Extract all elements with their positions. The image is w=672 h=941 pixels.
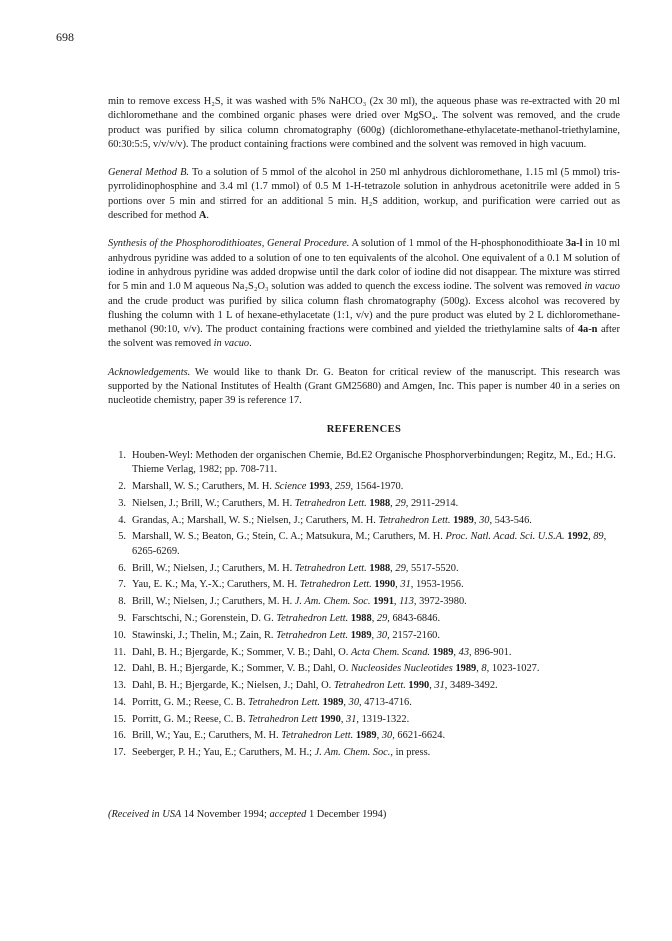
reference-volume: 8	[481, 663, 487, 675]
reference-number: 14.	[113, 696, 126, 708]
reference-item	[108, 449, 620, 478]
reference-authors: Dahl, B. H.; Bjergarde, K.; Nielsen, J.; Dahl, O.	[132, 680, 332, 692]
reference-journal: Tetrahedron Lett.	[276, 612, 349, 624]
reference-volume: 89	[593, 531, 604, 543]
reference-authors: Brill, W.; Nielsen, J.; Caruthers, M. H.	[132, 596, 293, 608]
reference-year: 1989	[432, 646, 454, 658]
reference-pages: 896-901.	[474, 646, 512, 658]
method-b-ref: A	[198, 210, 207, 222]
reference-authors: Farschtschi, N.; Gorenstein, D. G.	[132, 612, 274, 624]
reference-volume: 30	[348, 696, 360, 708]
reference-pages: 1953-1956.	[415, 579, 464, 591]
reference-number: 15.	[113, 713, 126, 725]
reference-number: 12.	[113, 663, 126, 675]
reference-volume: 30	[381, 730, 393, 742]
reference-authors: Porritt, G. M.; Reese, C. B.	[132, 696, 246, 708]
reference-item: 13. Dahl, B. H.; Bjergarde, K.; Nielsen, J.; Dahl, O. Tetrahedron Lett. 1990, 31, 3489-3492.	[108, 679, 620, 693]
main-text	[108, 95, 620, 763]
reference-authors: Porritt, G. M.; Reese, C. B.	[132, 713, 246, 725]
reference-volume: 259	[334, 481, 351, 493]
reference-journal: Nucleosides Nucleotides	[350, 663, 453, 675]
page-number: 698	[56, 30, 74, 44]
reference-year: 1988	[369, 562, 391, 574]
reference-pages: 6843-6846.	[392, 612, 441, 624]
reference-pages: 6621-6624.	[397, 730, 446, 742]
reference-number: 16.	[113, 730, 126, 742]
reference-year: 1988	[350, 612, 372, 624]
reference-pages: 1319-1322.	[361, 713, 410, 725]
reference-authors: Marshall, W. S.; Caruthers, M. H.	[132, 481, 272, 493]
reference-number: 8.	[118, 596, 126, 608]
reference-item: 3. Nielsen, J.; Brill, W.; Caruthers, M. H. Tetrahedron Lett. 1988, 29, 2911-2914.	[108, 497, 620, 511]
reference-authors: Dahl, B. H.; Bjergarde, K.; Sommer, V. B.; Dahl, O.	[132, 663, 349, 675]
reference-pages: 2911-2914.	[410, 497, 459, 509]
reference-authors: Nielsen, J.; Brill, W.; Caruthers, M. H.	[132, 497, 293, 509]
acknowledgements-title: Acknowledgements.	[108, 366, 191, 378]
reference-year: 1989	[350, 629, 372, 641]
reference-item: 17. Seeberger, P. H.; Yau, E.; Caruthers, M. H.; J. Am. Chem. Soc., in press.	[108, 746, 620, 760]
reference-journal: J. Am. Chem. Soc.	[294, 596, 371, 608]
reference-year: 1988	[369, 497, 391, 509]
reference-volume: 31	[346, 713, 357, 725]
reference-journal: Proc. Natl. Acad. Sci. U.S.A.	[445, 531, 565, 543]
reference-number: 7.	[118, 579, 126, 591]
reference-pages: 3489-3492.	[450, 680, 498, 692]
reference-journal: Tetrahedron Lett.	[299, 579, 372, 591]
reference-journal: Tetrahedron Lett.	[333, 680, 406, 692]
received-line: (Received in USA 14 November 1994; accepted 1 December 1994)	[108, 809, 387, 820]
reference-authors: Brill, W.; Nielsen, J.; Caruthers, M. H.	[132, 562, 293, 574]
reference-authors: Yau, E. K.; Ma, Y.-X.; Caruthers, M. H.	[132, 579, 298, 591]
compound-3a-l: 3a-l	[565, 238, 583, 250]
reference-pages: 543-546.	[494, 514, 532, 526]
reference-journal: Science	[274, 481, 307, 493]
reference-number: 4.	[118, 514, 126, 526]
reference-journal: Tetrahedron Lett.	[276, 629, 349, 641]
reference-item: 6. Brill, W.; Nielsen, J.; Caruthers, M. H. Tetrahedron Lett. 1988, 29, 5517-5520.	[108, 562, 620, 576]
reference-pages: in press.	[395, 747, 431, 759]
reference-authors: Houben-Weyl: Methoden der organischen Chemie, Bd.E2 Organische Phosphorverbindungen; Regitz, M., Ed.; H.G. Thieme Verlag, 1982; pp. 708-711.	[132, 449, 616, 476]
reference-pages: 2157-2160.	[392, 629, 440, 641]
method-b-text: To a solution of 5 mmol of the alcohol in 250 ml anhydrous dichloromethane, 1.15 ml (5 mmol) tris-pyrrolidinophosphine and 3.4 ml (1.7 mmol) of 0.5 M 1-H-tetrazole solution in anhydrous acetonitrile were added in 5 portions over 5 min and stirred for an additional 5 min. H₂S addition, workup, and purification were carried out as described for method	[108, 167, 620, 222]
reference-year: 1989	[322, 696, 344, 708]
reference-number: 6.	[118, 562, 126, 574]
reference-year: 1992	[567, 531, 589, 543]
reference-item: 16. Brill, W.; Yau, E.; Caruthers, M. H. Tetrahedron Lett. 1989, 30, 6621-6624.	[108, 729, 620, 743]
reference-number: 17.	[113, 747, 126, 759]
reference-volume: 31	[400, 579, 411, 591]
reference-authors: Brill, W.; Yau, E.; Caruthers, M. H.	[132, 730, 279, 742]
reference-journal: J. Am. Chem. Soc.	[314, 747, 391, 759]
compound-4a-n: 4a-n	[577, 324, 598, 336]
reference-item: 9. Farschtschi, N.; Gorenstein, D. G. Tetrahedron Lett. 1988, 29, 6843-6846.	[108, 612, 620, 626]
reference-journal: Tetrahedron Lett.	[294, 497, 367, 509]
reference-item: 8. Brill, W.; Nielsen, J.; Caruthers, M. H. J. Am. Chem. Soc. 1991, 113, 3972-3980.	[108, 595, 620, 609]
reference-item: 11. Dahl, B. H.; Bjergarde, K.; Sommer, V. B.; Dahl, O. Acta Chem. Scand. 1989, 43, 896-901.	[108, 646, 620, 660]
reference-volume: 30	[479, 514, 490, 526]
reference-year: 1991	[373, 596, 394, 608]
reference-journal: Acta Chem. Scand.	[350, 646, 431, 658]
reference-number: 9.	[118, 612, 126, 624]
reference-volume: 29	[395, 497, 406, 509]
reference-item: 7. Yau, E. K.; Ma, Y.-X.; Caruthers, M. H. Tetrahedron Lett. 1990, 31, 1953-1956.	[108, 578, 620, 592]
reference-journal: Tetrahedron Lett	[248, 713, 318, 725]
reference-number: 5.	[118, 531, 126, 543]
reference-number: 3.	[118, 497, 126, 509]
reference-year: 1993	[308, 481, 330, 493]
synthesis-paragraph: Synthesis of the Phosphorodithioates, General Procedure. A solution of 1 mmol of the H-phosphonodithioate 3a-l in 10 ml anhydrous pyridine was added to a solution of one to ten equivalents of the alcohol. One equivalent of a 0.1 M solution of iodine in anhydrous pyridine was added dropwise until the dark color of iodine did not disappear. The mixture was stirred for 5 min and 1.0 M aqueous Na₂S₂O₃ solution was added to quench the excess iodine. The solvent was removed in vacuo and the crude product was purified by silica column flash chromatography (500g). Excess alcohol was recovered by flushing the column with 1 L of hexane-ethylacetate (1:1, v/v) and the pure product was eluted by 2 L dichloromethane-methanol (90:10, v/v). The product containing fractions were combined and yielded the triethylamine salts of 4a-n after the solvent was removed in vacuo.	[108, 238, 620, 350]
reference-year: 1990	[320, 713, 341, 725]
reference-authors: Grandas, A.; Marshall, W. S.; Nielsen, J.; Caruthers, M. H.	[132, 514, 376, 526]
reference-authors: Seeberger, P. H.; Yau, E.; Caruthers, M. H.;	[132, 747, 313, 759]
reference-year: 1989	[355, 730, 377, 742]
method-b-title: General Method B.	[108, 167, 190, 179]
reference-volume: 30	[376, 629, 388, 641]
reference-pages: 4713-4716.	[364, 696, 412, 708]
method-b-paragraph: General Method B. To a solution of 5 mmol of the alcohol in 250 ml anhydrous dichloromethane, 1.15 ml (5 mmol) tris-pyrrolidinophosphine and 3.4 ml (1.7 mmol) of 0.5 M 1-H-tetrazole solution in anhydrous acetonitrile were added in 5 portions over 5 min and stirred for an additional 5 min. H₂S addition, workup, and purification were carried out as described for method A.	[108, 167, 620, 222]
reference-authors: Dahl, B. H.; Bjergarde, K.; Sommer, V. B.; Dahl, O.	[132, 646, 349, 658]
reference-number: 10.	[113, 629, 126, 641]
reference-item: 10. Stawinski, J.; Thelin, M.; Zain, R. Tetrahedron Lett. 1989, 30, 2157-2160.	[108, 629, 620, 643]
reference-pages: 5517-5520.	[410, 562, 459, 574]
reference-number: 13.	[113, 680, 126, 692]
intro-paragraph: min to remove excess H₂S, it was washed with 5% NaHCO₃ (2x 30 ml), the aqueous phase was re-extracted with 20 ml dichloromethane and the combined organic phases were dried over MgSO₄. The solvent was removed, and the crude product was purified by silica column chromatography (600g) (dichloromethane-ethylacetate-methanol-triethylamine, 60:30:5:5, v/v/v/v). The product containing fractions were combined and the solvent was removed in high vacuum.	[108, 96, 620, 150]
reference-journal: Tetrahedron Lett.	[281, 730, 354, 742]
reference-journal: Tetrahedron Lett.	[294, 562, 367, 574]
reference-item: 5. Marshall, W. S.; Beaton, G.; Stein, C. A.; Matsukura, M.; Caruthers, M. H. Proc. Natl. Acad. Sci. U.S.A. 1992, 89, 6265-6269.	[108, 530, 620, 559]
acknowledgements-paragraph: Acknowledgements. We would like to thank Dr. G. Beaton for critical review of the manuscript. This research was supported by the National Institutes of Health (Grant GM25680) and Amgen, Inc. This paper is number 40 in a series on nucleotide chemistry, paper 39 is reference 17.	[108, 366, 620, 407]
reference-pages: 1023-1027.	[491, 663, 540, 675]
reference-pages: 1564-1970.	[355, 481, 404, 493]
reference-number: 11.	[113, 646, 126, 658]
reference-volume: 29	[376, 612, 388, 624]
reference-item: 14. Porritt, G. M.; Reese, C. B. Tetrahedron Lett. 1989, 30, 4713-4716.	[108, 696, 620, 710]
reference-year: 1990	[374, 579, 396, 591]
reference-pages: 3972-3980.	[419, 596, 467, 608]
reference-volume: 31	[434, 680, 445, 692]
reference-item: 12. Dahl, B. H.; Bjergarde, K.; Sommer, V. B.; Dahl, O. Nucleosides Nucleotides 1989, 8, 1023-1027.	[108, 662, 620, 676]
references-heading: REFERENCES	[326, 423, 402, 435]
reference-year: 1989	[453, 514, 474, 526]
reference-journal: Tetrahedron Lett.	[378, 514, 451, 526]
reference-year: 1989	[455, 663, 477, 675]
reference-pages: 6265-6269.	[132, 545, 180, 557]
reference-authors: Marshall, W. S.; Beaton, G.; Stein, C. A.; Matsukura, M.; Caruthers, M. H.	[132, 531, 443, 543]
reference-journal: Tetrahedron Lett.	[248, 696, 321, 708]
synthesis-title: Synthesis of the Phosphorodithioates, General Procedure.	[108, 238, 350, 250]
reference-volume: 43	[458, 646, 470, 658]
reference-volume: 113	[399, 596, 414, 608]
reference-volume: 29	[395, 562, 406, 574]
references-list	[108, 449, 620, 761]
reference-year: 1990	[408, 680, 430, 692]
reference-item: 2. Marshall, W. S.; Caruthers, M. H. Science 1993, 259, 1564-1970.	[108, 480, 620, 494]
reference-item: 15. Porritt, G. M.; Reese, C. B. Tetrahedron Lett 1990, 31, 1319-1322.	[108, 713, 620, 727]
reference-item: 4. Grandas, A.; Marshall, W. S.; Nielsen, J.; Caruthers, M. H. Tetrahedron Lett. 1989, 30, 543-546.	[108, 514, 620, 528]
reference-number: 2.	[118, 481, 126, 493]
reference-authors: Stawinski, J.; Thelin, M.; Zain, R.	[132, 629, 274, 641]
reference-number: 1.	[118, 449, 126, 461]
